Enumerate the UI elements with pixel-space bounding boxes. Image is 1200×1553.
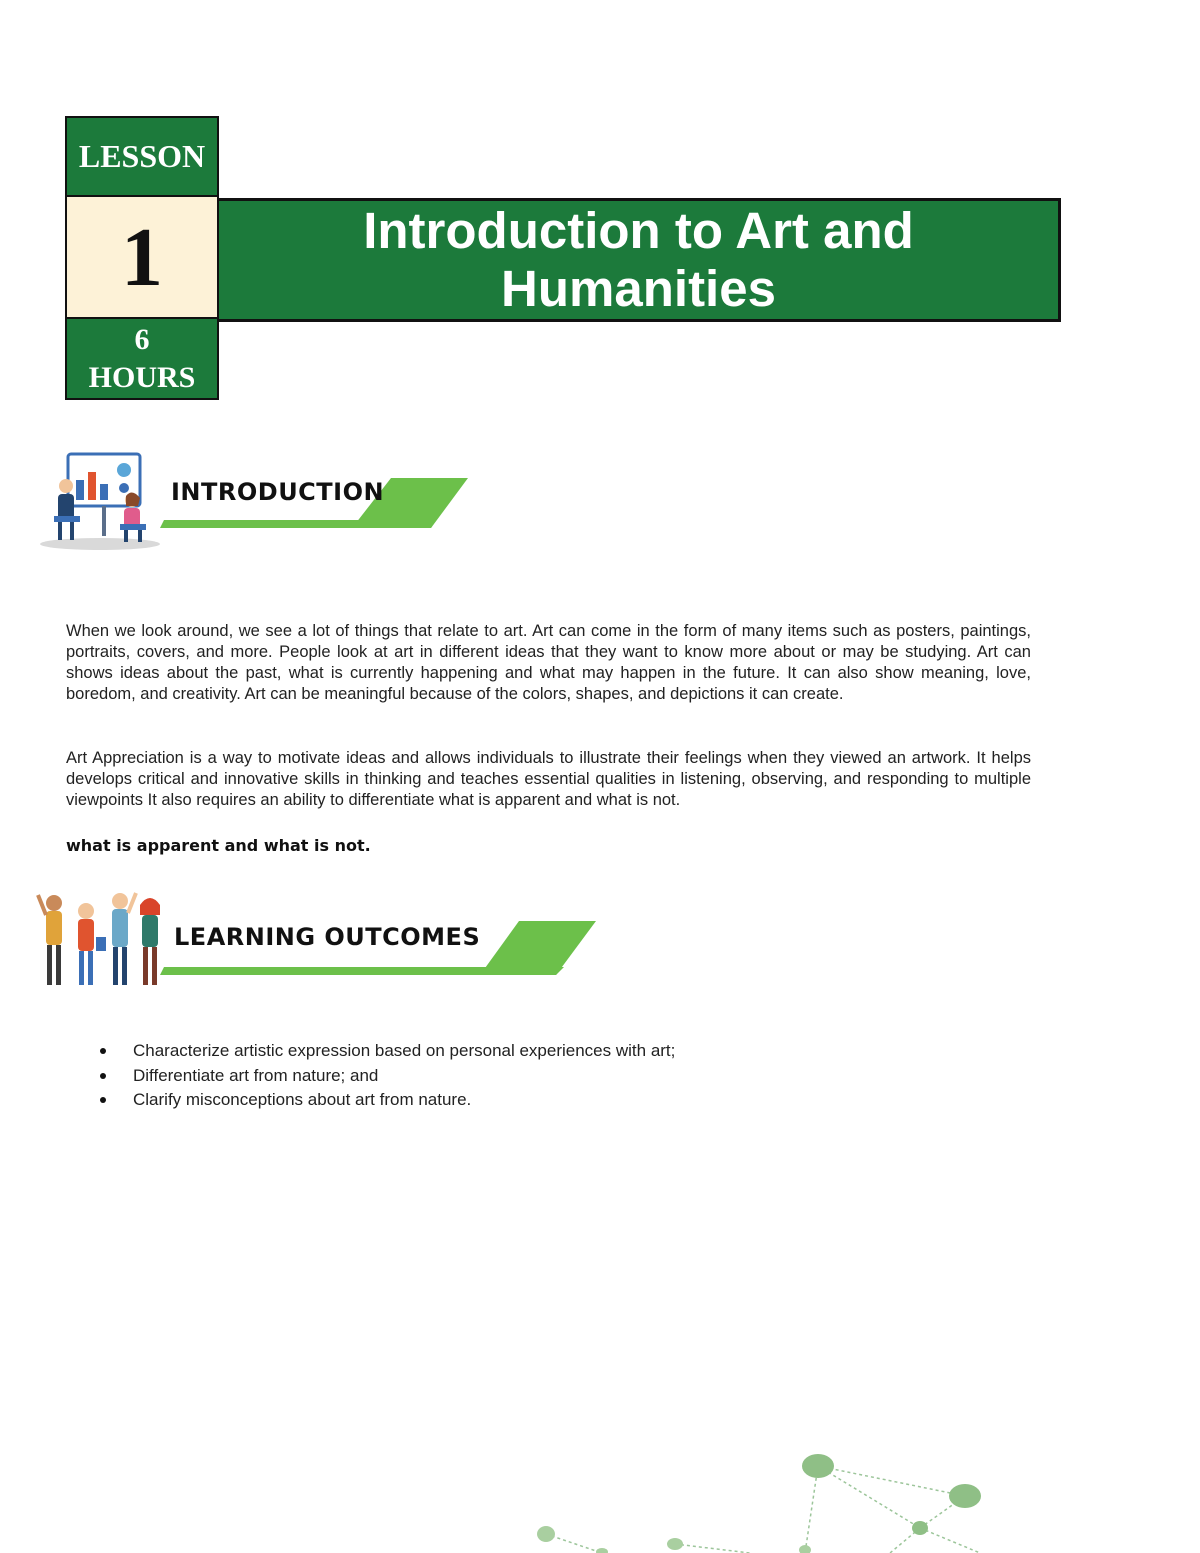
- introduction-text-2: Art Appreciation is a way to motivate ideas and allows individuals to illustrate their feelings when they viewed an artwork. It helps develops critical and innovative skills in thinking and teaches essential qualities in listening, observing, and responding to multiple viewpoints It also requires an ability to differentiate what is apparent and what is not.: [66, 749, 1031, 809]
- lesson-number-box: [65, 197, 219, 319]
- lesson-label: LESSON: [78, 138, 206, 174]
- lesson-title: Introduction to Art and Humanities: [363, 202, 914, 317]
- lesson-number: 1: [121, 210, 163, 304]
- learning-outcomes-banner: [34, 885, 604, 997]
- introduction-paragraph-2: [66, 748, 1031, 811]
- learning-outcomes-list: [98, 1039, 675, 1113]
- introduction-heading: INTRODUCTION: [171, 478, 385, 506]
- hours-value: 6: [134, 322, 150, 356]
- learning-outcomes-heading: LEARNING OUTCOMES: [174, 923, 481, 951]
- list-item: Characterize artistic expression based on personal experiences with art;: [98, 1039, 675, 1064]
- hours-unit: HOURS: [88, 360, 196, 394]
- introduction-text-1: When we look around, we see a lot of things that relate to art. Art can come in the form of many items such as posters, paintings, portraits, covers, and more. People look at art in different ideas that they want to know more about or may be studying. Art can shows ideas about the past, what is currently happening and what may happen in the future. It can also show meaning, love, boredom, and creativity. Art can be meaningful because of the colors, shapes, and depictions it can create.: [66, 622, 1031, 703]
- introduction-banner: [36, 440, 476, 552]
- emphasis-line: what is apparent and what is not.: [66, 836, 371, 855]
- network-decoration-icon: [520, 1440, 1020, 1553]
- lesson-title-bar: [219, 198, 1061, 322]
- list-item: Clarify misconceptions about art from nature.: [98, 1088, 675, 1113]
- lesson-hours-box: [65, 319, 219, 400]
- list-item: Differentiate art from nature; and: [98, 1064, 675, 1089]
- introduction-paragraph-1: [66, 621, 1031, 705]
- lesson-label-box: [65, 116, 219, 197]
